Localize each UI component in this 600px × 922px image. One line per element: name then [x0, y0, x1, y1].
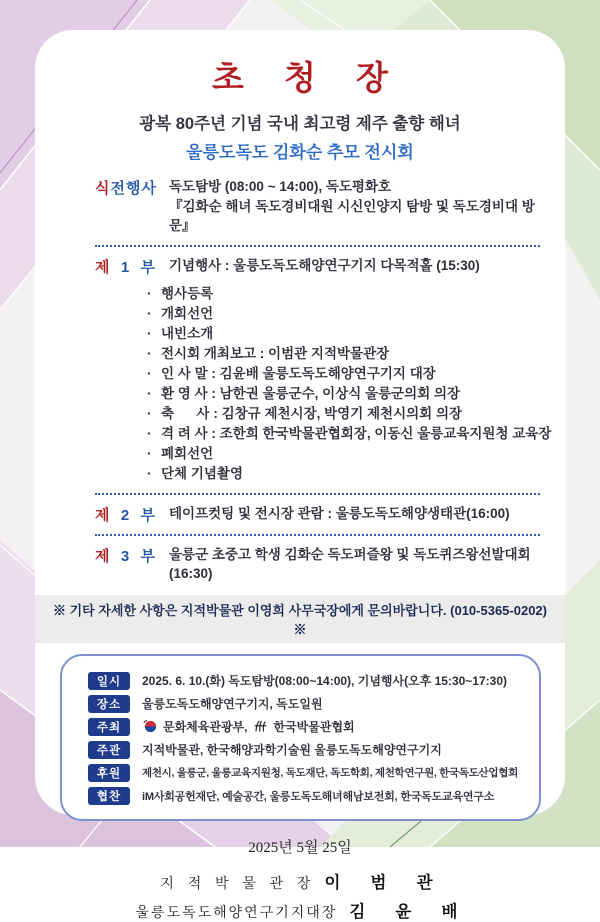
signature-name: 김 윤 배: [349, 902, 465, 921]
section-pre-event: [95, 177, 540, 236]
info-row-place: [88, 695, 539, 713]
signature-title: 지 적 박 물 관 장: [160, 874, 313, 891]
info-row-supporter: [88, 787, 539, 805]
place-badge: 장소: [88, 695, 130, 713]
datetime-value: 2025. 6. 10.(화) 독도탐방(08:00~14:00), 기념행사(오후 15:30~17:30): [142, 674, 507, 689]
subtitle-line2: 울릉도독도 김화순 추모 전시회: [186, 143, 414, 162]
part3-label: 제 3 부: [95, 547, 157, 565]
bullet-icon: ·: [147, 305, 152, 321]
bullet-icon: ·: [147, 345, 152, 361]
organizer-badge: 주관: [88, 741, 130, 759]
supporter-value: iM사회공헌재단, 예술공간, 울릉도독도해녀해남보전회, 한국독도교육연구소: [142, 790, 495, 803]
list-item: · 개회선언: [147, 304, 540, 324]
bullet-icon: ·: [147, 285, 152, 301]
page-title: 초 청 장: [211, 61, 405, 97]
section-part3: [95, 545, 540, 584]
part1-program-list: [147, 284, 552, 484]
bullet-icon: ·: [147, 385, 152, 401]
info-row-organizer: [88, 741, 539, 759]
mcst-taegeuk-logo-icon: [142, 719, 158, 735]
list-item: · 폐회선언: [147, 444, 540, 464]
schedule-body: [95, 177, 552, 584]
bullet-icon: ·: [147, 365, 152, 381]
info-row-datetime: [88, 672, 539, 690]
organizer-value: 지적박물관, 한국해양과학기술원 울릉도독도해양연구기지: [142, 743, 442, 758]
part1-title: 기념행사 : 울릉도독도해양연구기지 다목적홀 (15:30): [169, 257, 480, 273]
event-date: 2025년 5월 25일: [248, 839, 352, 856]
contact-notice: ※ 기타 자세한 사항은 지적박물관 이영희 사무국장에게 문의바랍니다. (010-5365-0202) ※: [35, 595, 565, 643]
signature-line: [35, 898, 565, 922]
subtitle-line1: 광복 80주년 기념 국내 최고령 제주 출향 해녀: [139, 115, 461, 133]
bullet-icon: ·: [147, 325, 152, 341]
supporter-badge: 협찬: [88, 787, 130, 805]
sponsor-badge: 후원: [88, 764, 130, 782]
list-item: · 환 영 사 : 남한권 울릉군수, 이상식 울릉군의회 의장: [147, 384, 540, 404]
part3-title: 울릉군 초중고 학생 김화순 독도퍼즐왕 및 독도퀴즈왕선발대회(16:30): [169, 546, 531, 582]
event-info-box: [60, 654, 541, 821]
signature-line: [35, 869, 565, 893]
pre-event-text: 독도탐방 (08:00 ~ 14:00), 독도평화호 『김화순 해녀 독도경비대원 시신인양지 탐방 및 독도경비대 방문』: [169, 179, 535, 234]
signature-name: 이 범 관: [324, 873, 440, 892]
list-item: · 축 사 : 김창규 제천시장, 박영기 제천시의회 의장: [147, 404, 540, 424]
list-item: · 행사등록: [147, 284, 540, 304]
bullet-icon: ·: [147, 425, 152, 441]
list-item: · 전시회 개최보고 : 이범관 지적박물관장: [147, 344, 540, 364]
host-value: [142, 718, 355, 735]
dotted-divider: [95, 493, 540, 495]
pre-event-label: 식전행사: [95, 180, 157, 197]
bullet-icon: ·: [147, 465, 152, 481]
part2-title: 테이프컷팅 및 전시장 관람 : 울릉도독도해양생태관(16:00): [169, 505, 510, 521]
list-item: · 내빈소개: [147, 324, 540, 344]
host-org2: 한국박물관협회: [273, 720, 355, 735]
signature-title: 울릉도독도해양연구기지대장: [135, 903, 338, 920]
list-item: · 단체 기념촬영: [147, 464, 540, 484]
museum-association-logo-icon: [252, 719, 268, 735]
dotted-divider: [95, 534, 540, 536]
datetime-badge: 일시: [88, 672, 130, 690]
sponsor-value: 제천시, 울릉군, 울릉교육지원청, 독도재단, 독도학회, 제천학연구원, 한국독도산업협회: [142, 767, 518, 780]
host-org1: 문화체육관광부,: [163, 720, 248, 735]
part2-label: 제 2 부: [95, 506, 157, 524]
list-item: · 격 려 사 : 조한희 한국박물관협회장, 이동신 울릉교육지원청 교육장: [147, 424, 540, 444]
info-row-sponsor: [88, 764, 539, 782]
info-row-host: [88, 718, 539, 736]
notice-row: [35, 595, 565, 643]
bullet-icon: ·: [147, 405, 152, 421]
host-badge: 주최: [88, 718, 130, 736]
invitation-card: [35, 30, 565, 921]
section-part1: [95, 256, 540, 277]
part1-label: 제 1 부: [95, 258, 157, 276]
list-item: · 인 사 말 : 김윤배 울릉도독도해양연구기지 대장: [147, 364, 540, 384]
place-value: 울릉도독도해양연구기지, 독도일원: [142, 697, 323, 712]
signatures: [35, 869, 565, 922]
section-part2: [95, 504, 540, 525]
bullet-icon: ·: [147, 445, 152, 461]
dotted-divider: [95, 245, 540, 247]
